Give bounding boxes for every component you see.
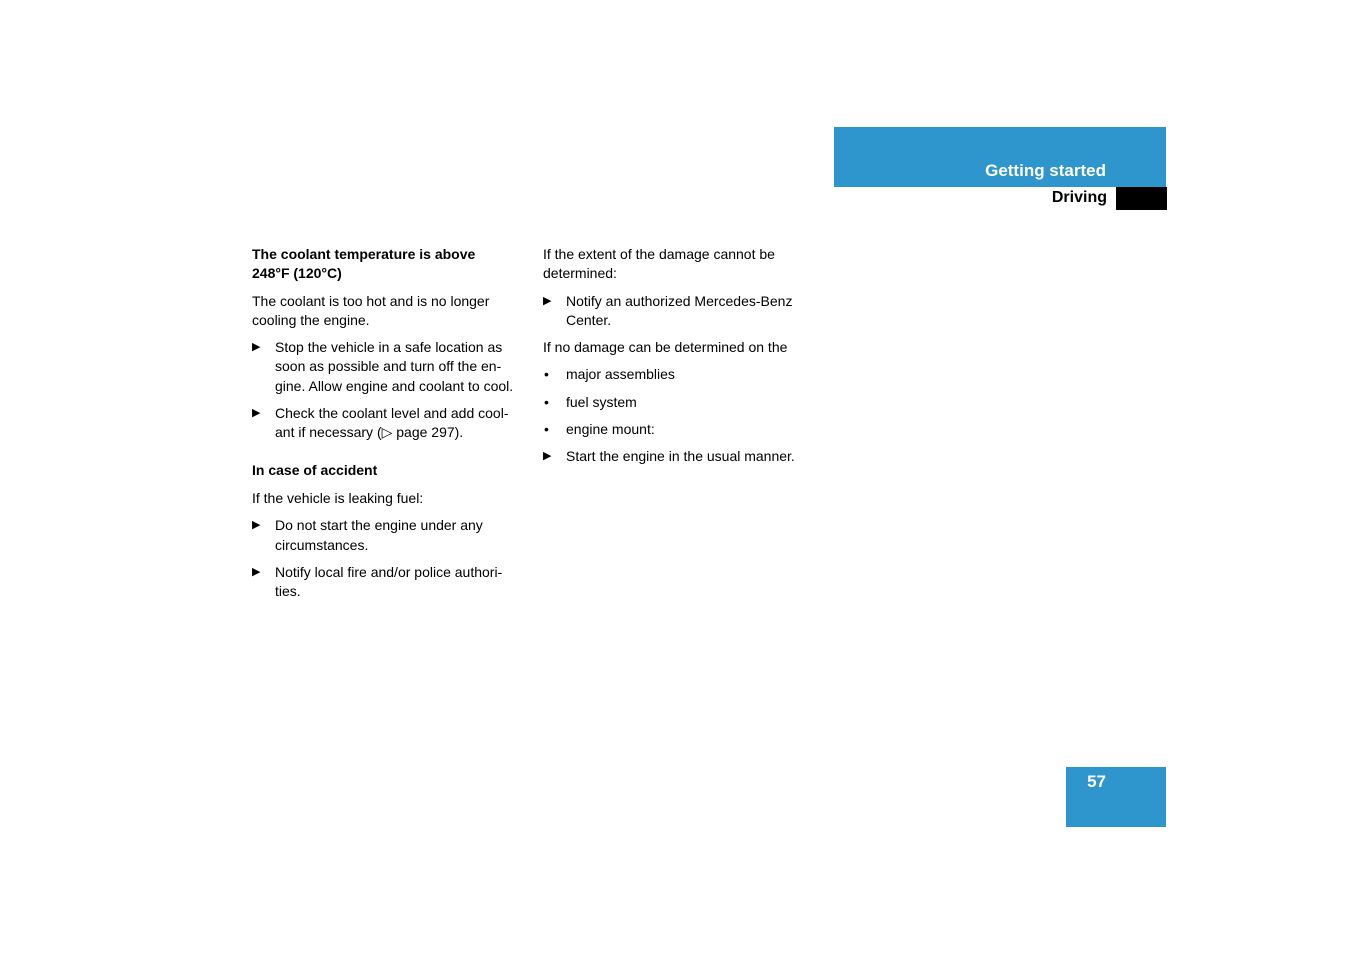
list-item-text: fuel system — [566, 393, 637, 410]
right-column — [543, 245, 828, 475]
paragraph-line: The coolant is too hot and is no longer — [252, 292, 490, 309]
list-item — [543, 420, 828, 439]
triangle-bullet-icon: ▶ — [252, 519, 261, 532]
step-line: Notify local fire and/or police authori- — [275, 563, 503, 580]
step-line: Check the coolant level and add cool- — [275, 405, 509, 422]
subsection-marker-bar — [1116, 187, 1167, 210]
paragraph-line: If the extent of the damage cannot be — [543, 246, 775, 262]
dot-bullet-icon: • — [544, 421, 549, 438]
accident-heading: In case of accident — [252, 461, 378, 478]
dot-bullet-icon: • — [544, 366, 549, 383]
list-item-text: major assemblies — [566, 366, 675, 383]
list-item — [543, 393, 828, 412]
triangle-bullet-icon: ▶ — [543, 450, 552, 463]
page-number: 57 — [1087, 772, 1106, 791]
step-line: Center. — [566, 311, 612, 328]
paragraph-line: determined: — [543, 265, 617, 282]
instruction-step — [543, 447, 828, 466]
left-column — [252, 245, 530, 609]
subsection-title: Driving — [1051, 189, 1107, 206]
paragraph-line: cooling the engine. — [252, 311, 370, 328]
fuel-leak-paragraph: If the vehicle is leaking fuel: — [252, 489, 424, 506]
no-damage-paragraph: If no damage can be determined on the — [543, 339, 788, 356]
instruction-step — [252, 404, 530, 443]
section-title: Getting started — [985, 161, 1106, 180]
list-item-text: engine mount: — [566, 421, 655, 438]
triangle-bullet-icon: ▶ — [543, 294, 552, 307]
step-line: Notify an authorized Mercedes-Benz — [566, 292, 793, 309]
coolant-heading-line: 248°F (120°C) — [252, 265, 342, 282]
step-line: Stop the vehicle in a safe location as — [275, 339, 503, 356]
instruction-step — [252, 563, 530, 602]
list-item — [543, 365, 828, 384]
page-number-box — [1066, 767, 1166, 827]
step-line: circumstances. — [275, 536, 369, 553]
coolant-heading — [252, 245, 530, 284]
triangle-bullet-icon: ▶ — [252, 407, 261, 420]
instruction-step — [252, 338, 530, 396]
coolant-heading-line: The coolant temperature is above — [252, 246, 476, 262]
step-line: Do not start the engine under any — [275, 517, 483, 534]
instruction-step — [252, 516, 530, 555]
step-line: ties. — [275, 583, 301, 600]
step-line: soon as possible and turn off the en- — [275, 358, 502, 375]
step-line: Start the engine in the usual manner. — [566, 448, 795, 465]
step-line: gine. Allow engine and coolant to cool. — [275, 377, 514, 394]
dot-bullet-icon: • — [544, 393, 549, 410]
damage-extent-paragraph — [543, 245, 828, 284]
triangle-bullet-icon: ▶ — [252, 565, 261, 578]
instruction-step — [543, 292, 828, 331]
coolant-paragraph — [252, 292, 530, 331]
step-line: ant if necessary (▷ page 297). — [275, 424, 464, 441]
section-header-box — [834, 127, 1166, 187]
triangle-bullet-icon: ▶ — [252, 341, 261, 354]
